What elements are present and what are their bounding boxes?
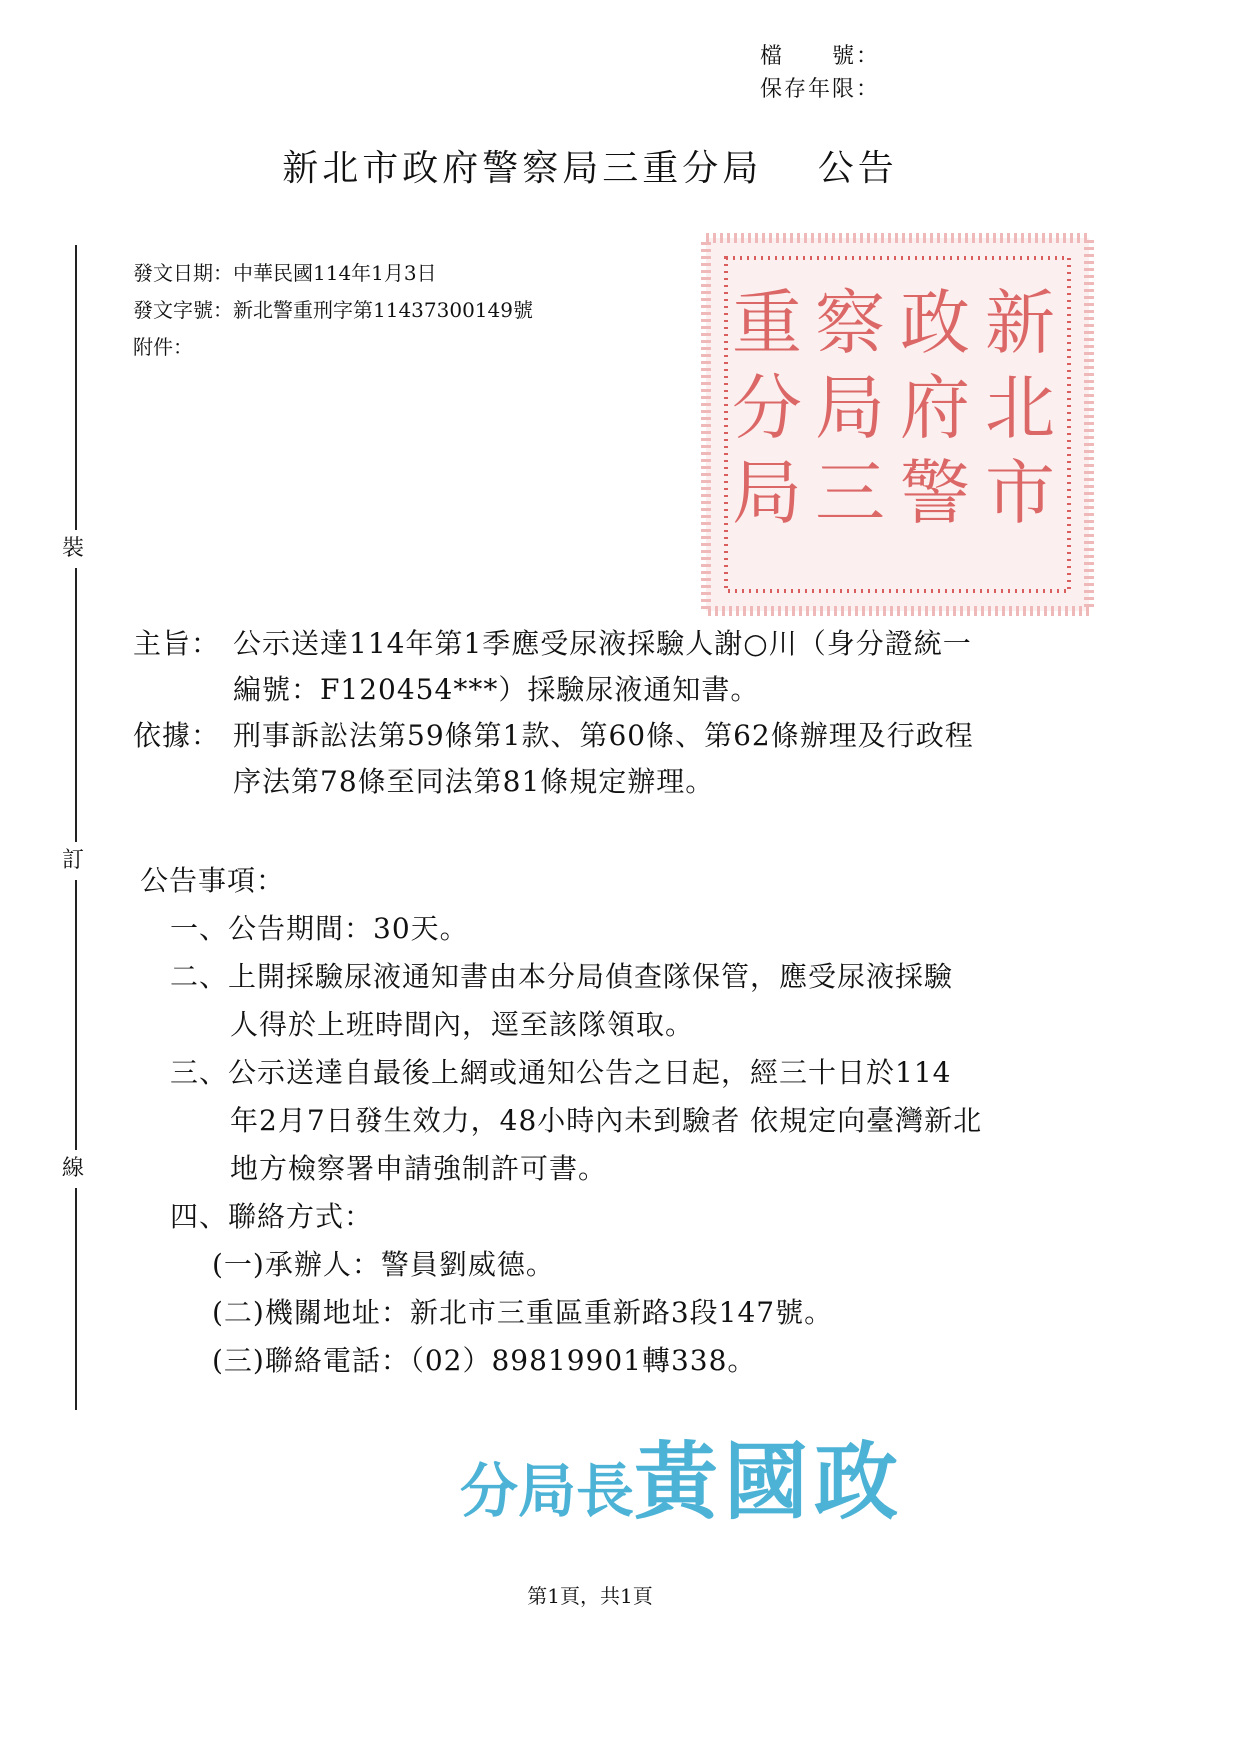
contact-phone: (三)聯絡電話：（02）89819901轉338。: [212, 1344, 757, 1377]
binding-mark-bind: 裝: [62, 530, 84, 568]
svg-text:重: 重: [732, 282, 802, 364]
file-number-label: 檔 號：: [759, 44, 880, 69]
page-number: 第1頁，共1頁: [527, 1584, 653, 1608]
chief-signature-stamp: [460, 1415, 904, 1536]
signature-name: 黃國政: [634, 1433, 905, 1531]
issue-date: 發文日期：中華民國114年1月3日: [133, 261, 437, 285]
archive-fields: [760, 40, 880, 106]
basis-line-1: 刑事訴訟法第59條第1款、第60條、第62條辦理及行政程: [233, 719, 974, 752]
subject-line-2: 編號：F120454***）採驗尿液通知書。: [233, 673, 760, 706]
notice-item-3-line-1: 三、公示送達自最後上網或通知公告之日起，經三十日於114: [170, 1056, 952, 1089]
notice-item-3-line-2: 年2月7日發生效力，48小時內未到驗者 依規定向臺灣新北: [230, 1104, 983, 1137]
attachment-label: 附件：: [133, 335, 193, 359]
page-title: 新北市政府警察局三重分局 公告: [282, 148, 898, 189]
retention-period-label: 保存年限：: [759, 77, 880, 102]
svg-text:政: 政: [900, 282, 970, 364]
notice-item-3-line-3: 地方檢察署申請強制許可書。: [230, 1152, 608, 1185]
binding-line: [75, 245, 77, 1410]
svg-text:局: 局: [815, 367, 885, 449]
svg-text:三: 三: [815, 452, 885, 534]
notice-item-1: 一、公告期間：30天。: [170, 912, 469, 945]
subject-label: 主旨：: [133, 627, 221, 660]
signature-title: 分局長: [460, 1457, 635, 1525]
svg-text:警: 警: [900, 452, 970, 534]
notice-item-2-line-1: 二、上開採驗尿液通知書由本分局偵查隊保管，應受尿液採驗: [170, 960, 954, 993]
notice-item-2-line-2: 人得於上班時間內，逕至該隊領取。: [230, 1008, 695, 1041]
svg-text:北: 北: [985, 367, 1055, 449]
subject-line-1: 公示送達114年第1季應受尿液採驗人謝○川（身分證統一: [233, 627, 972, 660]
basis-label: 依據：: [133, 719, 221, 752]
official-seal: [700, 232, 1095, 617]
svg-text:察: 察: [815, 282, 885, 364]
binding-mark-staple: 訂: [62, 842, 84, 880]
svg-text:分: 分: [732, 367, 802, 449]
document-number: 發文字號：新北警重刑字第11437300149號: [133, 298, 533, 322]
contact-address: (二)機關地址：新北市三重區重新路3段147號。: [212, 1296, 834, 1329]
basis-line-2: 序法第78條至同法第81條規定辦理。: [233, 765, 715, 798]
notice-item-4: 四、聯絡方式：: [170, 1200, 374, 1233]
svg-text:市: 市: [985, 452, 1055, 534]
svg-text:府: 府: [900, 367, 970, 449]
binding-mark-line: 線: [62, 1150, 84, 1188]
svg-text:新: 新: [985, 282, 1055, 364]
svg-text:局: 局: [732, 452, 802, 534]
notice-heading: 公告事項：: [140, 864, 286, 897]
contact-handler: (一)承辦人：警員劉威德。: [212, 1248, 555, 1281]
